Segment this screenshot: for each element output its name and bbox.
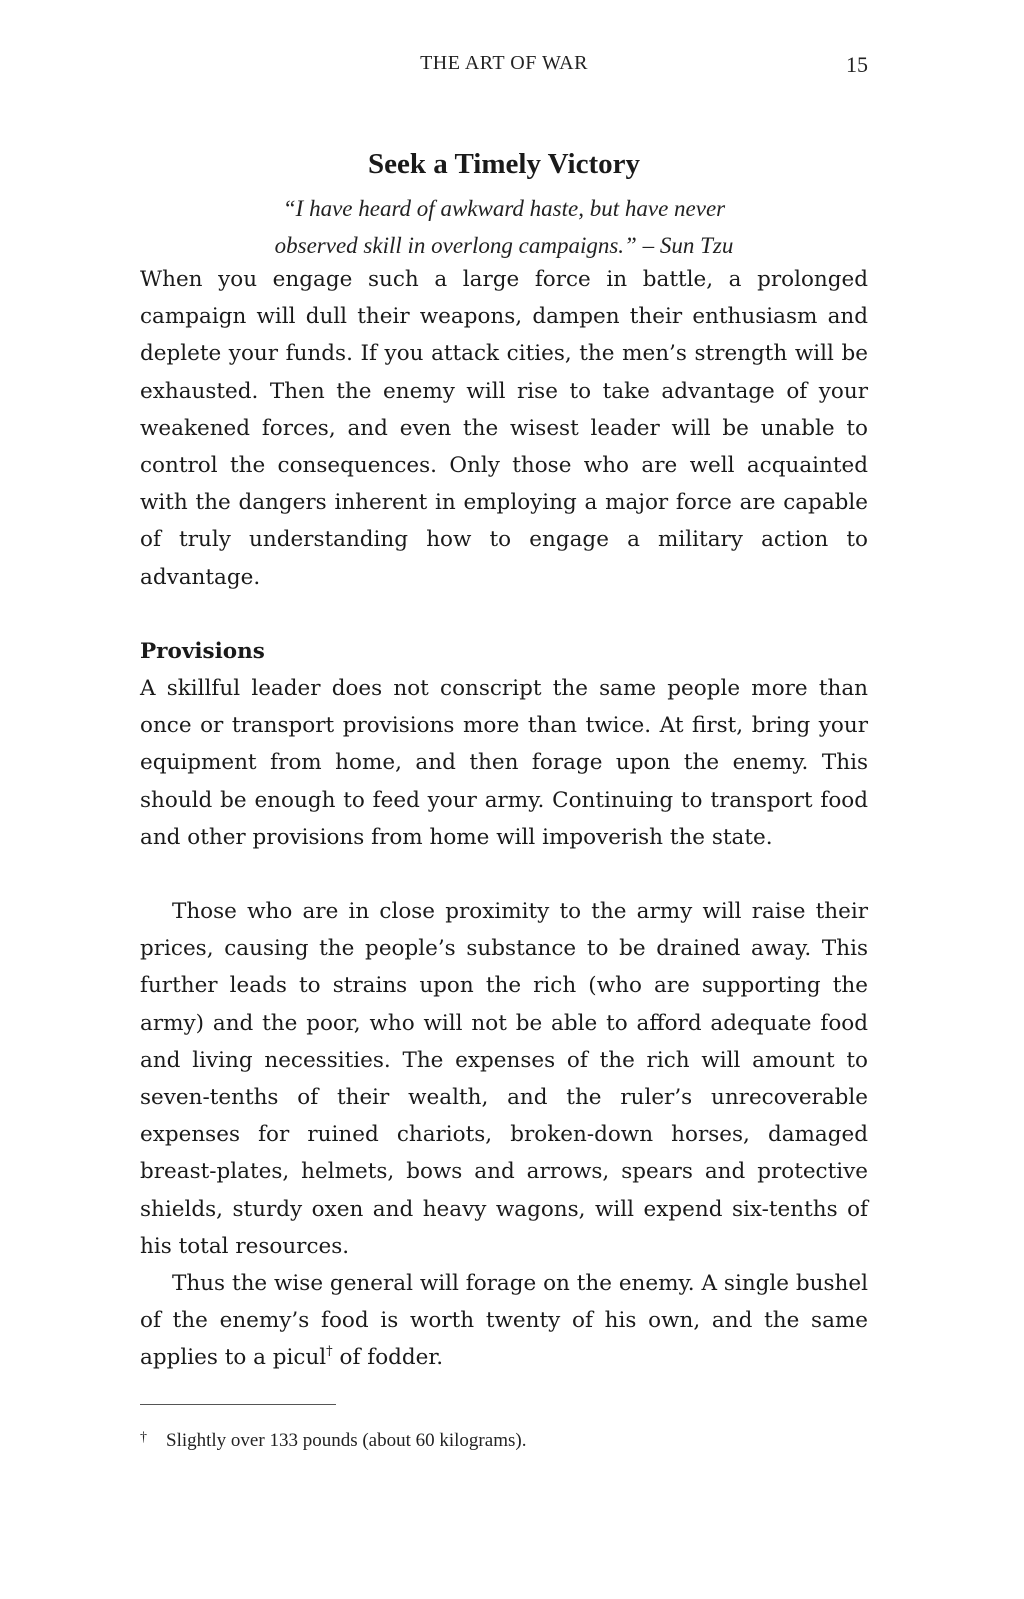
paragraph-text: Thus the wise general will forage on the enemy. A single bushel of the enemy’s food is worth twenty of his own, and the same applies to a picul (140, 1271, 868, 1371)
footnote-divider (140, 1404, 336, 1405)
provisions-body-1 (140, 670, 868, 856)
page-number: 15 (846, 52, 868, 77)
footnote-text: Slightly over 133 pounds (about 60 kilograms). (166, 1430, 527, 1451)
footnote (140, 1424, 868, 1455)
section-body (140, 261, 868, 596)
footnote-reference[interactable]: † (326, 1344, 333, 1360)
section-title: Seek a Timely Victory (368, 148, 640, 180)
running-header (140, 52, 868, 82)
epigraph-line: observed skill in overlong campaigns.” – Sun Tzu (274, 233, 734, 258)
footnote-mark: † (140, 1430, 147, 1445)
provisions-body-2 (140, 893, 868, 1265)
provisions-body-3 (140, 1265, 868, 1377)
provisions-heading: Provisions (140, 639, 265, 664)
epigraph-line: “I have heard of awkward haste, but have never (282, 196, 726, 221)
paragraph-text: of fodder. (332, 1345, 444, 1371)
paragraph (140, 1265, 868, 1377)
paragraph: A skillful leader does not conscript the same people more than once or transport provisions more than twice. At first, bring your equipment from home, and then forage upon the enemy. This should be enough to feed your army. Continuing to transport food and other provisions from home will impoverish the state. (140, 676, 868, 850)
paragraph: Those who are in close proximity to the army will raise their prices, causing the people’s substance to be drained away. This further leads to strains upon the rich (who are supporting the army) and the poor, who will not be able to afford adequate food and living necessities. The expenses of the rich will amount to seven-tenths of their wealth, and the ruler’s unrecoverable expenses for ruined chariots, broken-down horses, damaged breast-plates, helmets, bows and arrows, spears and protective shields, sturdy oxen and heavy wagons, will expend six-tenths of his total resources. (140, 899, 868, 1259)
running-head-title: THE ART OF WAR (420, 52, 588, 74)
epigraph (140, 190, 868, 264)
paragraph: When you engage such a large force in battle, a prolonged campaign will dull their weapons, dampen their enthusiasm and deplete your funds. If you attack cities, the men’s strength will be exhausted. Then the enemy will rise to take advantage of your weakened forces, and even the wisest leader will be unable to control the consequences. Only those who are well acquainted with the dangers inherent in employing a major force are capable of truly understanding how to engage a military action to advantage. (140, 267, 868, 590)
